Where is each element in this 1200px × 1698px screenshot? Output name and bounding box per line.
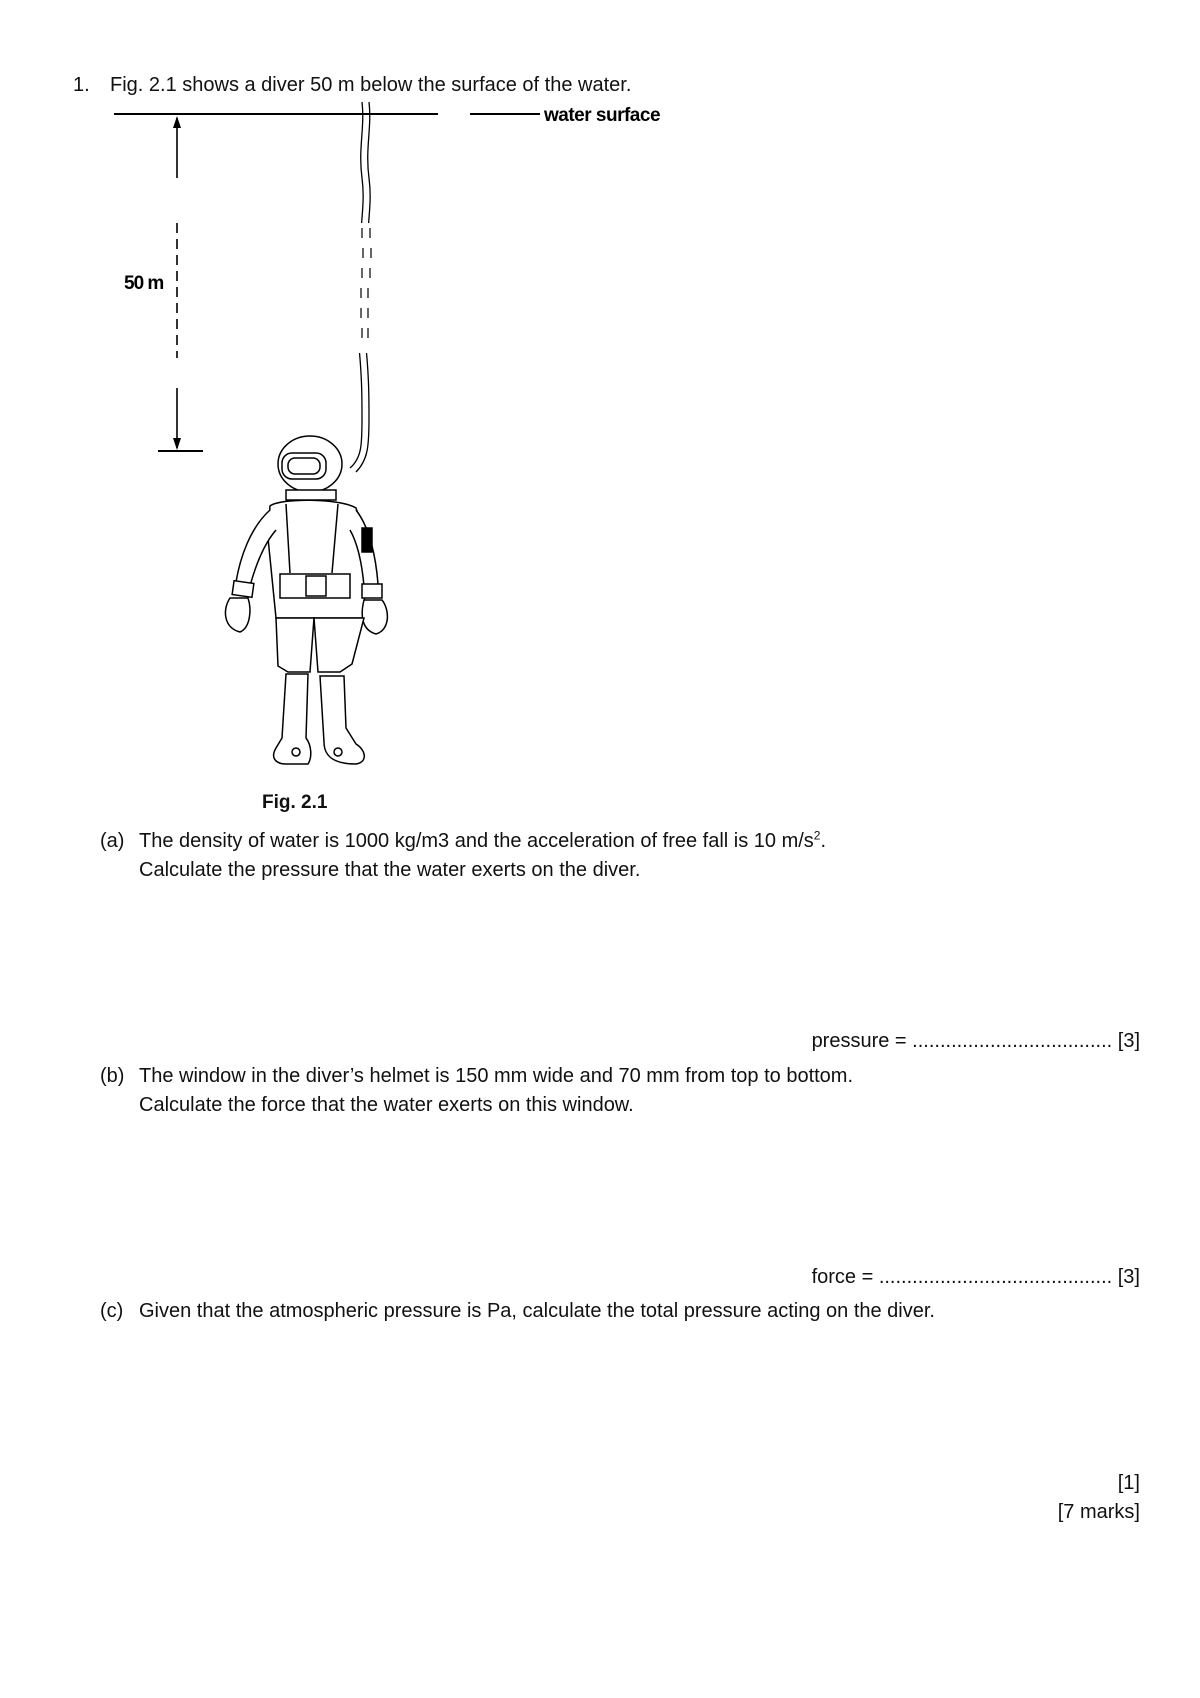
part-c-letter: (c) xyxy=(100,1300,124,1322)
question-intro: Fig. 2.1 shows a diver 50 m below the surface of the water. xyxy=(110,74,632,96)
part-a-line2: Calculate the pressure that the water exerts on the diver. xyxy=(139,859,641,881)
part-c-marks: [1] xyxy=(1117,1472,1140,1494)
part-a-answer-line: pressure = .................................... [3] xyxy=(811,1030,1140,1052)
question-number: 1. xyxy=(73,74,90,96)
part-b-answer-line: force = .......................................... [3] xyxy=(811,1266,1140,1288)
part-c-line1: Given that the atmospheric pressure is Pa, calculate the total pressure acting on the diver. xyxy=(139,1300,935,1322)
arrow-down-icon xyxy=(173,438,181,450)
total-marks: [7 marks] xyxy=(1057,1501,1140,1523)
part-b-line2: Calculate the force that the water exerts on this window. xyxy=(139,1094,634,1116)
diver-figure xyxy=(100,98,740,798)
part-a-letter: (a) xyxy=(100,830,125,852)
part-a-line1: The density of water is 1000 kg/m3 and the acceleration of free fall is 10 $m/s^2$. xyxy=(139,828,827,852)
arrow-up-icon xyxy=(173,116,181,128)
depth-label: 50 m xyxy=(124,273,164,294)
diver-illustration xyxy=(225,436,387,764)
part-b-letter: (b) xyxy=(100,1065,125,1087)
part-b-line1: The window in the diver’s helmet is 150 mm wide and 70 mm from top to bottom. xyxy=(139,1065,854,1087)
water-surface-label: water surface xyxy=(544,105,661,126)
figure-caption: Fig. 2.1 xyxy=(262,792,328,813)
